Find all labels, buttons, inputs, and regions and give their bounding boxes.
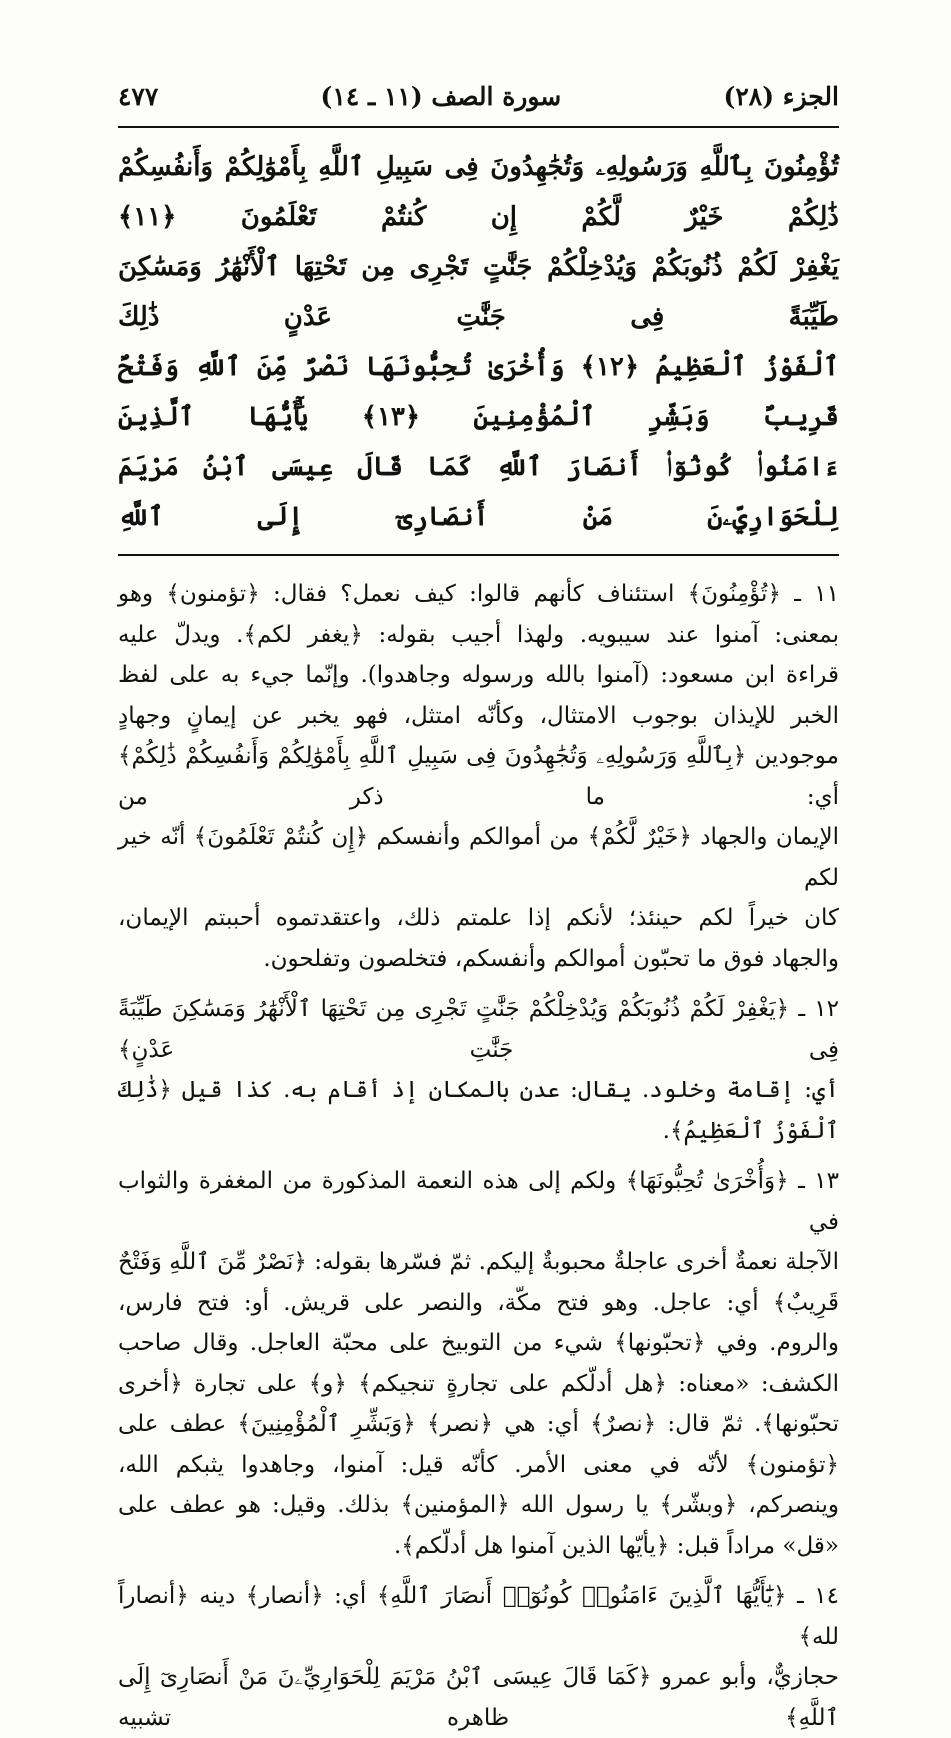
commentary-line: ١٢ ـ ﴿يَغْفِرْ لَكُمْ ذُنُوبَكُمْ وَيُدْخِلْكُمْ جَنَّٰتٍ تَجْرِى مِن تَحْتِهَا ٱلْأَنْهَٰرُ وَمَسَٰكِنَ طَيِّبَةً فِى جَنَّٰتِ عَدْنٍ﴾	[118, 996, 839, 1063]
commentary-line: الكشف: «معناه: ﴿هل أدلّكم على تجارةٍ تنجيكم﴾ ﴿و﴾ على تجارة ﴿أخرى	[118, 1370, 839, 1397]
section-divider	[118, 554, 839, 556]
commentary-line: موجودين ﴿بِٱللَّهِ وَرَسُولِهِۦ وَتُجَٰهِدُونَ فِى سَبِيلِ ٱللَّهِ بِأَمْوَٰلِكُمْ وَأَنفُسِكُمْ ذَٰلِكُمْ﴾ أي: ما ذكر من	[118, 743, 839, 810]
quran-line: ٱلْفَوْزُ ٱلْعَظِيمُ ﴿١٢﴾ وَأُخْرَىٰ تُحِبُّونَهَا نَصْرٌ مِّنَ ٱللَّهِ وَفَتْحٌ قَرِيبٌ وَبَشِّرِ ٱلْمُؤْمِنِينَ ﴿١٣﴾ يَٰٓأَيُّهَا ٱلَّذِينَ	[118, 352, 840, 432]
commentary-line: كان خيراً لكم حينئذ؛ لأنكم إذا علمتم ذلك، واعتقدتموه أحببتم الإيمان،	[118, 905, 839, 931]
commentary	[118, 574, 839, 1738]
commentary-line: أي: إقامة وخلود. يقال: عدن بالمكان إذ أقام به. كذا قيل ﴿ذَٰلِكَ ٱلْفَوْزُ ٱلْعَظِيمُ﴾.	[118, 1077, 839, 1144]
commentary-line: الإيمان والجهاد ﴿خَيْرٌ لَّكُمْ﴾ من أموالكم وأنفسكم ﴿إِن كُنتُمْ تَعْلَمُونَ﴾ أنّه خير لكم	[118, 824, 839, 891]
page-number: ٤٧٧	[118, 82, 159, 111]
commentary-line: الخبر للإيذان بوجوب الامتثال، وكأنّه امتثل، فهو يخبر عن إيمانٍ وجهادٍ	[118, 702, 839, 729]
commentary-line: ١١ ـ ﴿تُؤْمِنُونَ﴾ استئناف كأنهم قالوا: كيف نعمل؟ فقال: ﴿تؤمنون﴾ وهو	[118, 581, 839, 607]
juz-label: الجزء (٢٨)	[723, 82, 839, 111]
commentary-line: والروم. وفي ﴿تحبّونها﴾ شيء من التوبيخ على محبّة العاجل. وقال صاحب	[118, 1330, 839, 1356]
commentary-verse-11	[118, 574, 839, 979]
commentary-verse-12	[118, 989, 839, 1151]
header-rule	[118, 126, 839, 128]
commentary-line: تحبّونها﴾. ثمّ قال: ﴿نصرٌ﴾ أي: هي ﴿نصر﴾ ﴿وَبَشِّرِ ٱلْمُؤْمِنِينَ﴾ عطف على	[118, 1411, 839, 1437]
commentary-line: بمعنى: آمنوا عند سيبويه. ولهذا أجيب بقوله: ﴿يغفر لكم﴾. ويدلّ عليه	[118, 621, 839, 648]
page-header	[118, 82, 839, 122]
commentary-verse-13	[118, 1161, 839, 1566]
quran-line: يَغْفِرْ لَكُمْ ذُنُوبَكُمْ وَيُدْخِلْكُمْ جَنَّٰتٍ تَجْرِى مِن تَحْتِهَا ٱلْأَنْهَٰرُ وَمَسَٰكِنَ طَيِّبَةً فِى جَنَّٰتِ عَدْنٍ ذَٰلِكَ	[118, 252, 839, 332]
surah-title: سورة الصف (١١ ـ ١٤)	[320, 82, 562, 111]
commentary-verse-14	[118, 1576, 839, 1738]
commentary-line: الآجلة نعمةٌ أخرى عاجلةٌ محبوبةٌ إليكم. ثمّ فسّرها بقوله: ﴿نَصْرٌ مِّنَ ٱللَّهِ وَفَتْحٌ	[118, 1249, 839, 1275]
commentary-line: ١٣ ـ ﴿وَأُخْرَىٰ تُحِبُّونَهَا﴾ ولكم إلى هذه النعمة المذكورة من المغفرة والثواب في	[118, 1168, 839, 1235]
quran-line: تُؤْمِنُونَ بِٱللَّهِ وَرَسُولِهِۦ وَتُجَٰهِدُونَ فِى سَبِيلِ ٱللَّهِ بِأَمْوَٰلِكُمْ وَأَنفُسِكُمْ ذَٰلِكُمْ خَيْرٌ لَّكُمْ إِن كُنتُمْ تَعْلَمُونَ ﴿١١﴾	[118, 152, 839, 232]
quran-line: ءَامَنُوا۟ كُونُوٓا۟ أَنصَارَ ٱللَّهِ كَمَا قَالَ عِيسَى ٱبْنُ مَرْيَمَ لِلْحَوَارِيِّۦنَ مَنْ أَنصَارِىٓ إِلَى ٱللَّهِ	[118, 452, 839, 532]
commentary-line: ﴿تؤمنون﴾ لأنّه في معنى الأمر. كأنّه قيل: آمنوا، وجاهدوا يثبكم الله،	[118, 1451, 839, 1478]
quran-text	[118, 142, 839, 542]
commentary-line: قراءة ابن مسعود: (آمنوا بالله ورسوله وجاهدوا). وإنّما جيء به على لفظ	[118, 662, 839, 688]
commentary-line: والجهاد فوق ما تحبّون أموالكم وأنفسكم، فتخلصون وتفلحون.	[263, 945, 839, 972]
commentary-line: «قل» مراداً قبل: ﴿يأيّها الذين آمنوا هل أدلّكم﴾.	[393, 1532, 839, 1559]
commentary-line: وينصركم، ﴿وبشّر﴾ يا رسول الله ﴿المؤمنين﴾ بذلك. وقيل: هو عطف على	[118, 1492, 839, 1518]
commentary-line: قَرِيبٌ﴾ أي: عاجل. وهو فتح مكّة، والنصر على قريش. أو: فتح فارس،	[118, 1289, 839, 1316]
commentary-line: ١٤ ـ ﴿يَٰٓأَيُّهَا ٱلَّذِينَ ءَامَنُوا۟ كُونُوٓا۟ أَنصَارَ ٱللَّهِ﴾ أي: ﴿أنصار﴾ دينه ﴿أنصاراً لله﴾	[118, 1583, 839, 1650]
commentary-line: حجازيٌّ، وأبو عمرو ﴿كَمَا قَالَ عِيسَى ٱبْنُ مَرْيَمَ لِلْحَوَارِيِّۦنَ مَنْ أَنصَارِىٓ إِلَى ٱللَّهِ﴾ ظاهره تشبيه	[118, 1664, 839, 1731]
